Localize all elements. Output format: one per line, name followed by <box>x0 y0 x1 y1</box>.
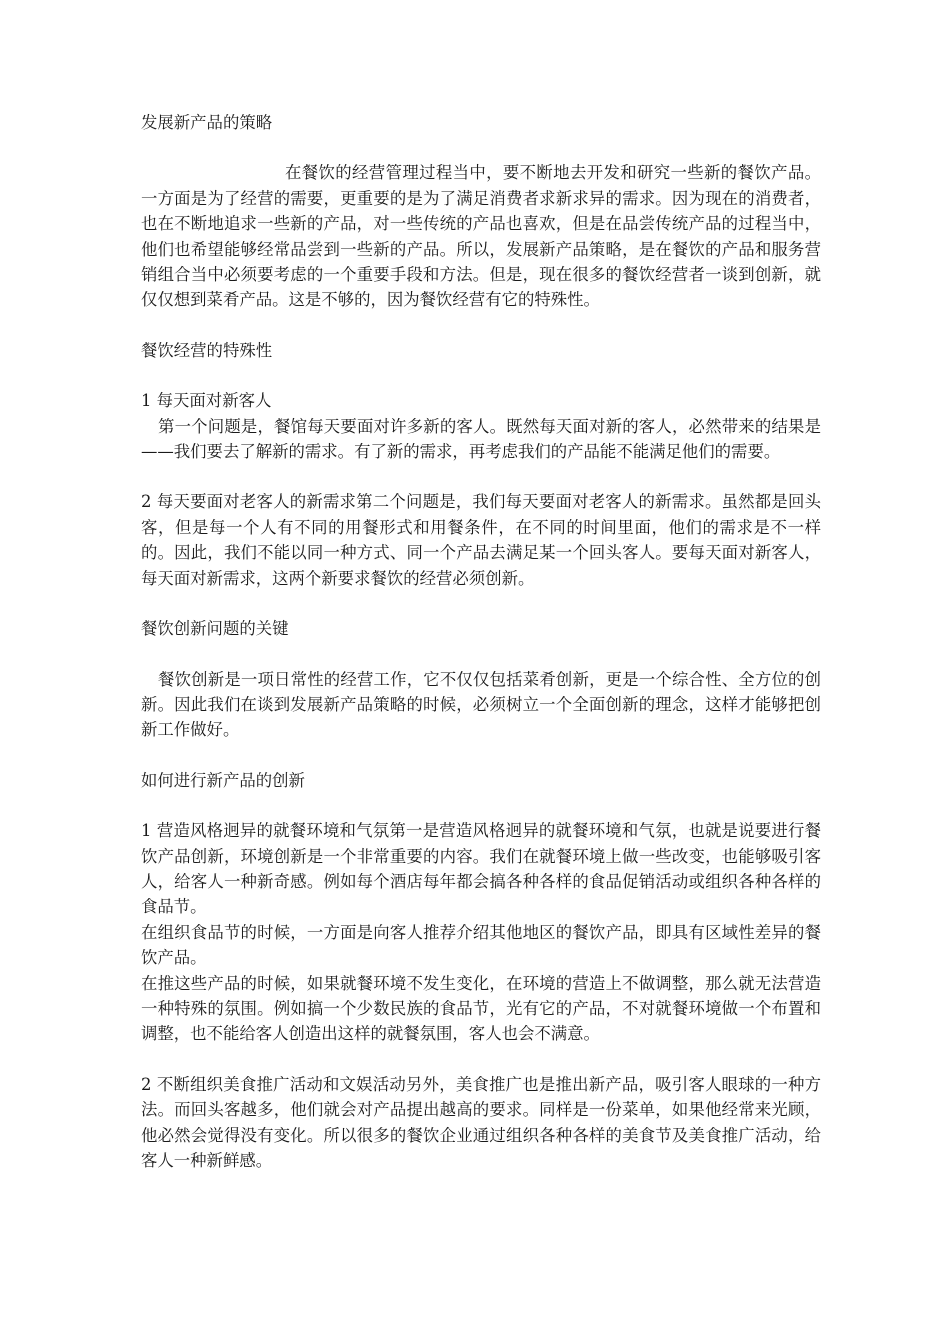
section-heading-how: 如何进行新产品的创新 <box>141 770 305 790</box>
section-heading-specialty: 餐饮经营的特殊性 <box>141 340 273 360</box>
document-body <box>141 110 821 1198</box>
item-environment-paragraph-1: 1 营造风格迥异的就餐环境和气氛第一是营造风格迥异的就餐环境和气氛，也就是说要进行餐饮产品创新，环境创新是一个非常重要的内容。我们在就餐环境上做一些改变，也能够吸引客人，给客人一种新奇感。例如每个酒店每年都会搞各种各样的食品促销活动或组织各种各样的食品节。 <box>141 821 821 917</box>
intro-paragraph: 在餐饮的经营管理过程当中，要不断地去开发和研究一些新的餐饮产品。一方面是为了经营的需要，更重要的是为了满足消费者求新求异的需求。因为现在的消费者，也在不断地追求一些新的产品，对一些传统的产品也喜欢，但是在品尝传统产品的过程当中，他们也希望能够经常品尝到一些新的产品。所以，发展新产品策略，是在餐饮的产品和服务营销组合当中必须要考虑的一个重要手段和方法。但是，现在很多的餐饮经营者一谈到创新，就仅仅想到菜肴产品。这是不够的，因为餐饮经营有它的特殊性。 <box>141 163 821 310</box>
item-environment-paragraph-2: 在组织食品节的时候，一方面是向客人推荐介绍其他地区的餐饮产品，即具有区域性差异的餐饮产品。 <box>141 922 821 968</box>
section-heading-key: 餐饮创新问题的关键 <box>141 619 289 639</box>
item-environment-paragraph-3: 在推这些产品的时候，如果就餐环境不发生变化，在环境的营造上不做调整，那么就无法营造一种特殊的氛围。例如搞一个少数民族的食品节，光有它的产品，不对就餐环境做一个布置和调整，也不能给客人创造出这样的就餐氛围，客人也会不满意。 <box>141 973 821 1044</box>
document-title: 发展新产品的策略 <box>141 113 273 132</box>
item-returning-guests: 2 每天要面对老客人的新需求第二个问题是，我们每天要面对老客人的新需求。虽然都是回头客，但是每一个人有不同的用餐形式和用餐条件，在不同的时间里面，他们的需求是不一样的。因此，我们不能以同一种方式、同一个产品去满足某一个回头客人。要每天面对新客人，每天面对新需求，这两个新要求餐饮的经营必须创新。 <box>141 492 821 588</box>
key-paragraph: 餐饮创新是一项日常性的经营工作，它不仅仅包括菜肴创新，更是一个综合性、全方位的创新。因此我们在谈到发展新产品策略的时候，必须树立一个全面创新的理念，这样才能够把创新工作做好。 <box>141 669 821 740</box>
item-body-new-guests: 第一个问题是，餐馆每天要面对许多新的客人。既然每天面对新的客人，必然带来的结果是——我们要去了解新的需求。有了新的需求，再考虑我们的产品能不能满足他们的需要。 <box>141 416 821 462</box>
item-food-promotion: 2 不断组织美食推广活动和文娱活动另外，美食推广也是推出新产品，吸引客人眼球的一种方法。而回头客越多，他们就会对产品提出越高的要求。同样是一份菜单，如果他经常来光顾，他必然会觉得没有变化。所以很多的餐饮企业通过组织各种各样的美食节及美食推广活动，给客人一种新鲜感。 <box>141 1074 821 1170</box>
item-title-new-guests: 1 每天面对新客人 <box>141 391 272 411</box>
